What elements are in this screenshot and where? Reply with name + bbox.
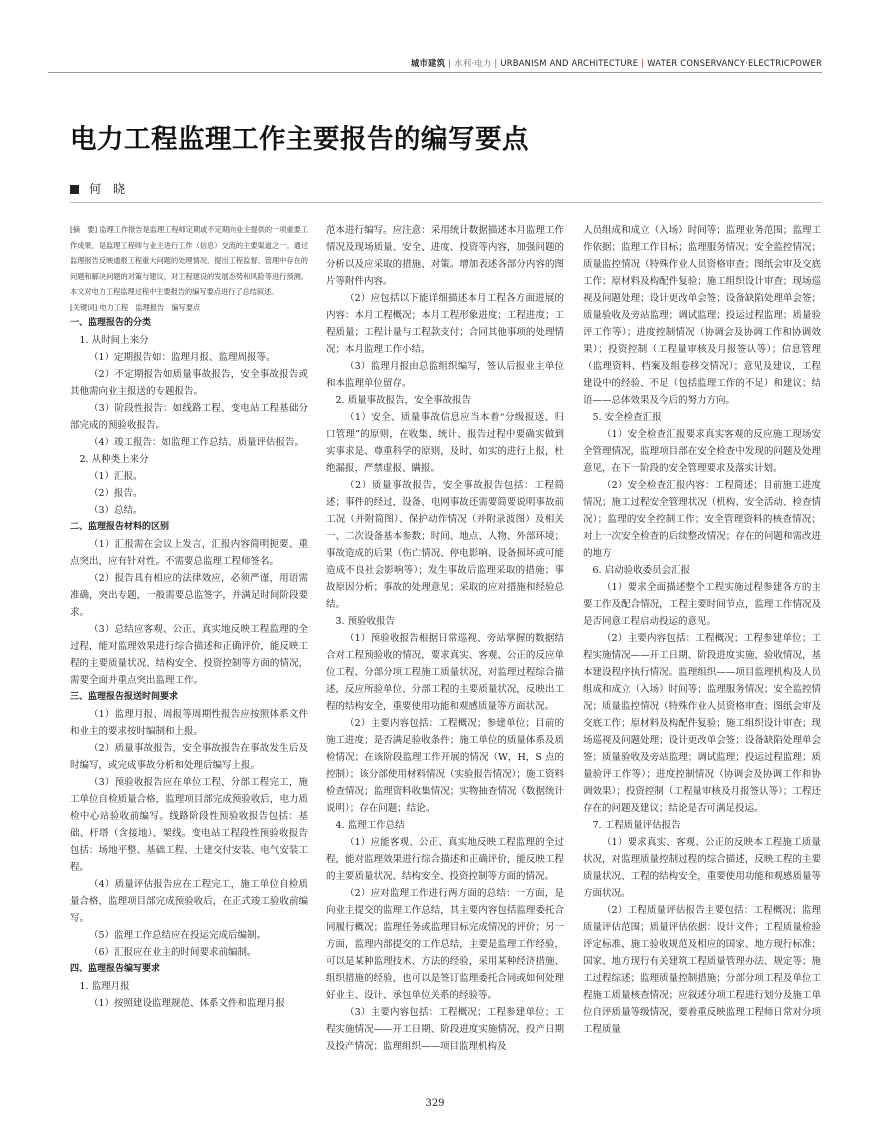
subsection-heading: 4. 监理工作总结	[335, 820, 405, 831]
column-3	[583, 222, 821, 1038]
subsection-heading: 1. 从时间上来分	[79, 334, 149, 346]
paragraph: （1）要求真实、客观、公正的反映本工程施工质量状况，对监理质量控制过程的综合描述，反映工程的主要质量状况、工程的结构安全，重要使用功能和观感质量等方面状况。	[583, 837, 821, 899]
paragraph: （2）报告。	[89, 487, 143, 499]
section-heading: 一、监理报告的分类	[70, 317, 152, 328]
header-english-2: WATER CONSERVANCY·ELECTRICPOWER	[647, 58, 822, 68]
subsection-heading: 3. 预验收报告	[335, 616, 396, 627]
paragraph: （1）要求全面描述整个工程实施过程参建各方的主要工作及配合情况，工程主要时间节点，监理工作情况及是否同意工程启动投运的意见。	[583, 582, 821, 627]
subsection-heading: 5. 安全检查汇报	[592, 412, 662, 423]
paragraph: （4）质量评估报告应在工程完工，施工单位自检质量合格，监理项目部完成预验收后，在正式竣工验收前编写。	[70, 878, 308, 924]
paragraph: （3）总结。	[89, 504, 143, 516]
paragraph: （2）主要内容包括：工程概况；工程参建单位；工程实施情况——开工日期、阶段进度实施、验收情况，基本建设程序执行情况。监理组织——项目监理机构及人员组成和成立（入场）时间等；监理服务情况；安全监控情况；质量监控情况（特殊作业人员资格审查；图纸会审及交底工作；原材料及构配件复验；施工组织设计审查；现场巡视及问题处理；设计更改单会签；设备缺陷处理单会签；质量验收及旁站监理；调试监理；投运过程监理；质量验评工作等）；进度控制情况（协调会及协调工作和协调效果）；投资控制（工程量审核及月报签认等）；工程还存在的问题及建议；结论是否可满足投运。	[583, 633, 821, 814]
section-heading: 四、监理报告编写要求	[70, 963, 161, 974]
header-category: 水利·电力	[454, 58, 492, 68]
paragraph: （2）主要内容包括：工程概况；参建单位；目前的施工进度；是否满足验收条件；施工单位的质量体系及质检情况；在该阶段监理工作开展的情况（W，H，S 点的控制）；该分部使用材料情况（实验报告情况）；施工资料检查情况；监理资料收集情况；实物抽查情况（数据统计说明）；存在问题；结论。	[326, 718, 564, 814]
paragraph: （1）安全检查汇报要求真实客观的反应施工现场安全管理情况，监理项目部在安全检查中发现的问题及处理意见，在下一阶段的安全管理要求及落实计划。	[583, 429, 821, 474]
page-number: 329	[425, 1098, 445, 1109]
paragraph: （3）主要内容包括：工程概况；工程参建单位；工程实施情况——开工日期、阶段进度实施情况，投产日期及投产情况；监理组织——项目监理机构及	[326, 1007, 564, 1052]
column-1	[70, 222, 308, 1012]
subsection-heading: 2. 从种类上来分	[79, 453, 149, 465]
paragraph: （1）按照建设监理规范、体系文件和监理月报	[89, 997, 286, 1009]
header-separator: |	[494, 58, 498, 68]
square-bullet-icon	[70, 185, 79, 194]
paragraph-continued: 范本进行编写。应注意：采用统计数据描述本月监理工作情况及现场质量、安全、进度、投资等内容，加强问题的分析以及应采取的措施、对策。增加表述各部分内容的图片等附件内容。	[326, 225, 564, 287]
paragraph: （3）预验收报告应在单位工程、分部工程完工，施工单位自检质量合格，监理项目部完成预验收后，电力质检中心站验收前编写。线路阶段性预验收报告包括：基础、杆塔（含接地）、架线。变电站工程段性预验收报告包括：场地平整、基础工程、土建交付安装、电气安装工程。	[70, 776, 308, 873]
paragraph: （4）竣工报告：如监理工作总结、质量评估报告。	[89, 436, 305, 448]
abstract: [摘 要] 监理工作报告是监理工程师定期或不定期向业主提供的一项重要工作成果，是监理工程师与业主进行工作（信息）交流的主要渠道之一。通过监理报告反映通报工程重大问题的处理情况，提出工程监督、管理中存在的问题和解决问题的对策与建议，对工程建设的发展态势和风险等进行预测。本文对电力工程监理过程中主要报告的编写要点进行了总结叙述。	[70, 225, 308, 296]
paragraph: （3）监理月报由总监组织编写，签认后报业主单位和本监理单位留存。	[326, 361, 564, 389]
header-section: 城市建筑	[410, 58, 446, 68]
paragraph: （2）应对监理工作进行两方面的总结：一方面，是向业主提交的监理工作总结，其主要内容包括监理委托合同履行概况；监理任务或监理目标完成情况的评价；另一方面，监理内部提交的工作总结，主要是监理工作经验，可以是某种监理技术、方法的经验，采用某种经济措施、组织措施的经验，也可以是签订监理委托合同或如何处理好业主、设计、承包单位关系的经验等。	[326, 888, 564, 1001]
paragraph: （5）监理工作总结应在投运完成后编制。	[89, 929, 267, 941]
paragraph: （1）汇报需在会议上发言，汇报内容简明扼要、重点突出，应有针对性。不需要总监理工程师签名。	[70, 538, 308, 567]
paragraph: （2）质量事故报告，安全事故报告包括：工程简述；事件的经过，设备、电网事故还需要简要说明事故前工况（并附简图）、保护动作情况（并附录波图）及相关一、二次设备基本参数；时间、地点、人物、外部环境；事故造成的后果（伤亡情况、停电影响、设备损坏或可能造成不良社会影响等）；发生事故后监理采取的措施；事故原因分析；事故的处理意见；采取的应对措施和经验总结。	[326, 480, 564, 610]
header-english-1: URBANISM AND ARCHITECTURE	[500, 58, 639, 68]
paragraph: （1）定期报告如：监理月报、监理周报等。	[89, 351, 276, 363]
subsection-heading: 6. 启动验收委员会汇报	[592, 565, 691, 576]
paragraph: （3）阶段性报告：如线路工程、变电站工程基础分部完成的预验收报告。	[70, 402, 308, 431]
running-header	[411, 57, 822, 69]
paragraph: （1）监理月报、周报等周期性报告应按照体系文件和业主的要求按时编制和上报。	[70, 708, 308, 737]
paragraph: （1）应能客观、公正、真实地反映工程监理的全过程，能对监理效果进行综合描述和正确评价，能反映工程的主要质量状况、结构安全、投资控制等方面的情况。	[326, 837, 564, 882]
paragraph: （2）安全检查汇报内容：工程简述；目前施工进度情况；施工过程安全管理状况（机构、安全活动、检查情况）；监理的安全控制工作；安全管理资料的核查情况；对上一次安全检查的后续整改情况；存在的问题和需改进的地方	[583, 480, 821, 559]
subsection-heading: 1. 监理月报	[79, 980, 130, 992]
header-separator: |	[448, 58, 452, 68]
section-heading: 三、监理报告报送时间要求	[70, 691, 179, 702]
paragraph: （2）工程质量评估报告主要包括：工程概况；监理质量评估范围；质量评估依据：设计文件；工程质量检验评定标准、施工验收规范及相应的国家、地方现行标准；国家、地方现行有关建筑工程质量管理办法、规定等；施工过程综述；监理质量控制措施；分部分项工程及单位工程施工质量核查情况；应叙述分项工程进行划分及施工单位自评质量等级情况，要着重反映监理工程师日常对分项工程质量	[583, 905, 821, 1035]
keywords: [关键词] 电力工程 监理报告 编写要点	[70, 302, 201, 312]
paragraph-continued: 人员组成和成立（入场）时间等；监理业务范围；监理工作依据；监理工作目标；监理服务情况；安全监控情况；质量监控情况（特殊作业人员资格审查；图纸会审及交底工作；原材料及构配件复验；施工组织设计审查；现场巡视及问题处理；设计更改单会签；设备缺陷处理单会签；质量验收及旁站监理；调试监理；投运过程监理；质量验评工作等）；进度控制情况（协调会及协调工作和协调效果）；投资控制（工程量审核及月报签认等）；信息管理（监理资料、档案及组卷移交情况）；意见及建议，工程建设中的经验、不足（包括监理工作的不足）和建议；结语——总体效果及今后的努力方向。	[583, 225, 821, 406]
paragraph: （2）应包括以下能详细描述本月工程各方面进展的内容：本月工程概况；本月工程形象进度；工程进度；工程质量；工程计量与工程款支付；合同其他事项的处理情况；本月监理工作小结。	[326, 293, 564, 355]
paragraph: （2）报告具有相应的法律效应，必须严谨，用语需准确，突出专题，一般需要总监签字，并满足时间阶段要求。	[70, 572, 308, 618]
paragraph: （1）汇报。	[89, 470, 143, 482]
author-rule	[70, 202, 822, 203]
paragraph: （3）总结应客观、公正、真实地反映工程监理的全过程，能对监理效果进行综合描述和正确评价，能反映工程的主要质量状况、结构安全、投资控制等方面的情况，需要全面并重点突出监理工作。	[70, 623, 308, 686]
subsection-heading: 7. 工程质量评估报告	[592, 820, 681, 831]
paragraph: （1）预验收报告根据日常巡视、旁站掌握的数据结合对工程预验收的情况，要求真实、客观、公正的反应单位工程、分部分项工程施工质量状况，对监理过程综合描述，反应所验单位、分部工程的主要质量状况，反映出工程的结构安全，重要使用功能和观感质量等方面状况。	[326, 633, 564, 712]
article-author	[70, 180, 125, 197]
paragraph: （1）安全、质量事故信息应当本着“分级报送、归口管理”的原则，在收集、统计、报告过程中要确实做到实事求是、尊重科学的原则，及时、如实的进行上报，杜绝漏报，严禁虚报、瞒报。	[326, 412, 564, 474]
article-title: 电力工程监理工作主要报告的编写要点	[70, 124, 529, 155]
section-heading: 二、监理报告材料的区别	[70, 521, 170, 532]
paragraph: （2）不定期报告如质量事故报告，安全事故报告或其他需向业主报送的专题报告。	[70, 368, 308, 397]
column-2	[326, 222, 564, 1055]
paragraph: （2）质量事故报告，安全事故报告在事故发生后及时编写，或完成事故分析和处理后编写上报。	[70, 742, 308, 771]
header-separator: |	[641, 58, 645, 68]
paragraph: （6）汇报应在业主的时间要求前编制。	[89, 946, 257, 958]
subsection-heading: 2. 质量事故报告，安全事故报告	[335, 395, 472, 406]
author-name: 何 晓	[89, 182, 126, 196]
header-rule	[48, 72, 822, 73]
